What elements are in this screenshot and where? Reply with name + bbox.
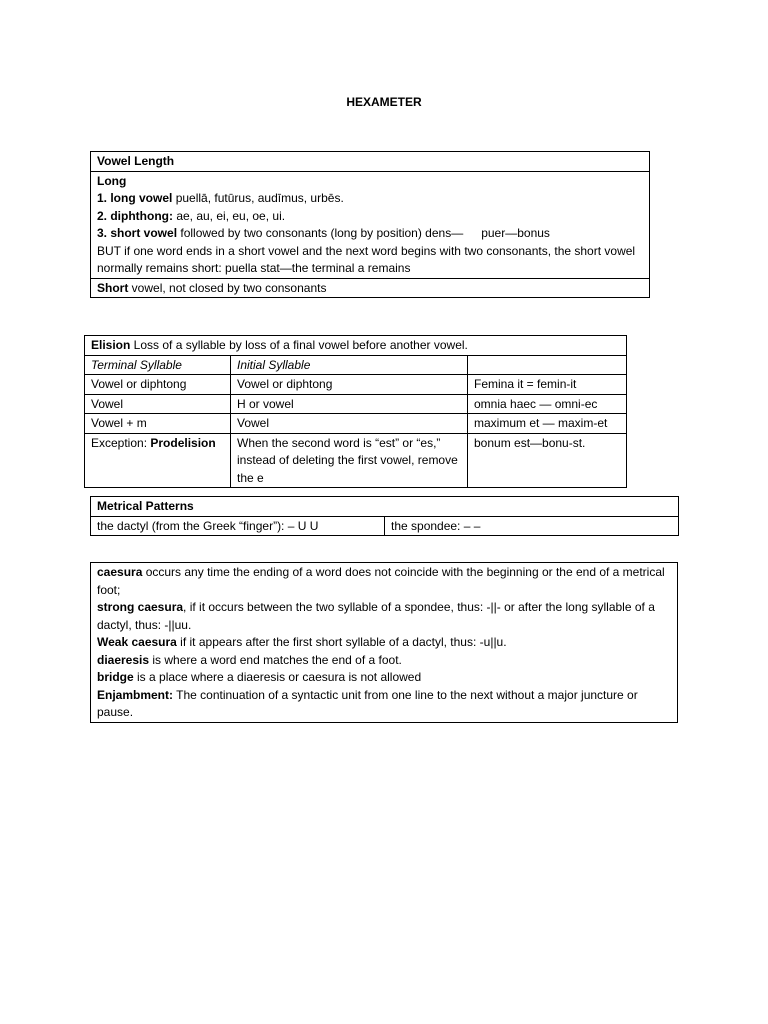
example-cell: maximum et — maxim-et — [468, 414, 627, 434]
metrical-patterns-table — [90, 496, 679, 536]
terminal-cell: Vowel — [85, 394, 231, 414]
col-example-empty — [468, 355, 627, 375]
caesura-def: caesura occurs any time the ending of a word does not coincide with the beginning or the end of a metrical foot; — [97, 565, 665, 597]
diaeresis-def: diaeresis is where a word end matches the end of a foot. — [97, 652, 402, 667]
exception-example-cell: bonum est—bonu-st. — [468, 433, 627, 488]
table-row — [85, 394, 627, 414]
strong-caesura-def: strong caesura, if it occurs between the two syllable of a spondee, thus: -||- or after the long syllable of a dactyl, thus: -||uu. — [97, 600, 655, 632]
table-row — [85, 414, 627, 434]
short-vowel-cell: Short vowel, not closed by two consonants — [91, 278, 650, 298]
weak-caesura-def: Weak caesura if it appears after the first short syllable of a dactyl, thus: -u||u. — [97, 635, 507, 649]
vowel-length-table — [90, 151, 650, 298]
metrical-header: Metrical Patterns — [91, 497, 679, 517]
terminal-cell: Vowel or diphtong — [85, 375, 231, 395]
col-terminal-syllable: Terminal Syllable — [85, 355, 231, 375]
dactyl-cell: the dactyl (from the Greek “finger”): – U U — [91, 516, 385, 536]
spondee-cell: the spondee: – – — [385, 516, 679, 536]
exception-initial-cell: When the second word is “est” or “es,” instead of deleting the first vowel, remove the e — [231, 433, 468, 488]
diphthong-item: 2. diphthong: ae, au, ei, eu, oe, ui. — [97, 208, 286, 223]
enjambment-def: Enjambment: The continuation of a syntactic unit from one line to the next without a major juncture or pause. — [97, 687, 638, 719]
vowel-length-header: Vowel Length — [91, 152, 650, 172]
but-note: BUT if one word ends in a short vowel and the next word begins with two consonants, the short vowel normally remains short: puella stat—the terminal a remains — [97, 243, 636, 275]
terms-cell — [91, 563, 678, 723]
page-title: HEXAMETER — [346, 95, 422, 109]
initial-cell: Vowel or diphtong — [231, 375, 468, 395]
initial-cell: H or vowel — [231, 394, 468, 414]
exception-cell: Exception: Prodelision — [85, 433, 231, 488]
terms-table — [90, 562, 678, 723]
table-row — [85, 375, 627, 395]
long-vowel-cell — [91, 171, 650, 278]
elision-header: Elision Loss of a syllable by loss of a final vowel before another vowel. — [85, 336, 627, 356]
example-cell: Femina it = femin-it — [468, 375, 627, 395]
example-cell: omnia haec — omni-ec — [468, 394, 627, 414]
long-vowel-item: 1. long vowel puellā, futūrus, audīmus, urbēs. — [97, 191, 344, 205]
elision-table — [84, 335, 627, 488]
short-vowel-item: 3. short vowel followed by two consonants (long by position) dens— puer—bonus — [97, 226, 550, 240]
bridge-def: bridge is a place where a diaeresis or caesura is not allowed — [97, 670, 422, 684]
col-initial-syllable: Initial Syllable — [231, 355, 468, 375]
terminal-cell: Vowel + m — [85, 414, 231, 434]
initial-cell: Vowel — [231, 414, 468, 434]
long-label: Long — [97, 173, 127, 188]
table-row — [85, 433, 627, 488]
